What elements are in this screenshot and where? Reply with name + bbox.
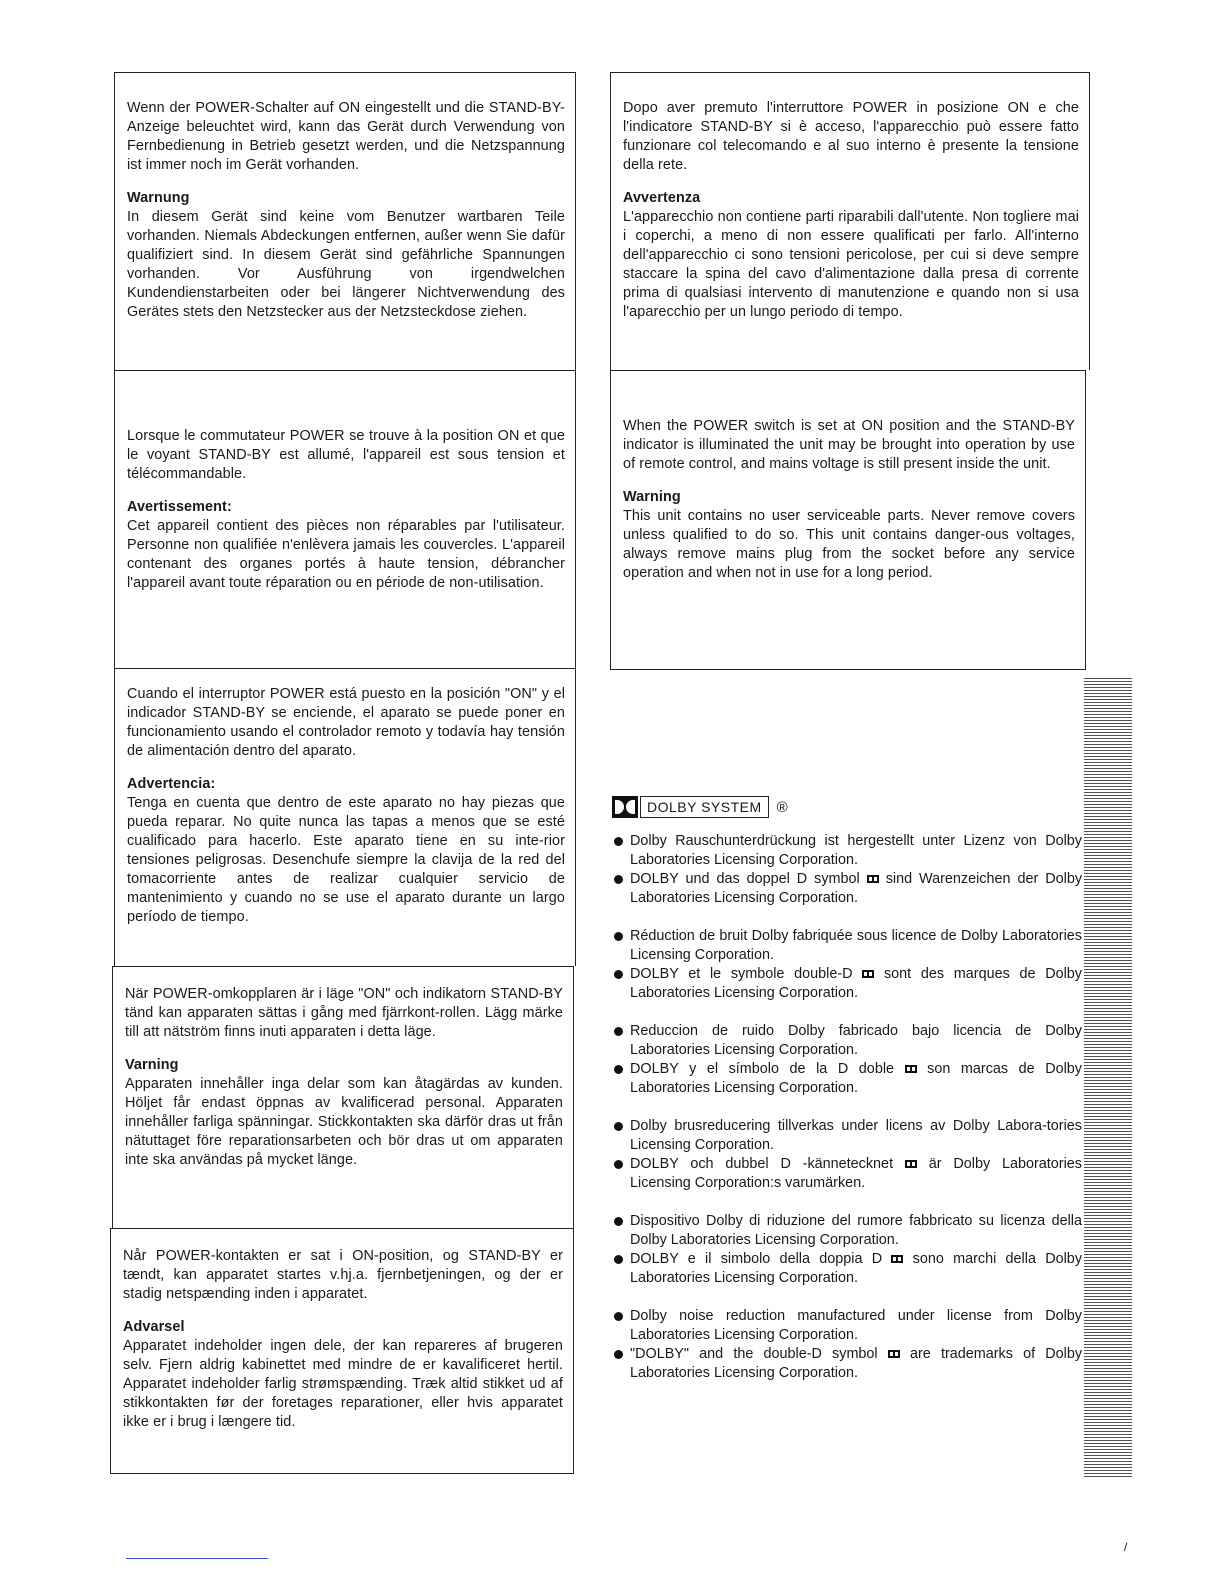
bullet-icon <box>614 932 623 941</box>
dolby-license-item: Dolby Rauschunterdrückung ist hergestellt unter Lizenz von Dolby Laboratories Licensing Corporation. <box>612 832 1082 870</box>
swedish-intro: När POWER-omkopplaren är i läge "ON" och indikatorn STAND-BY tänd kan apparaten sättas i gång med fjärrkont-rollen. Lägg märke till att nätström finns inuti apparaten i detta läge. <box>125 986 563 1040</box>
dolby-license-item: Reduccion de ruido Dolby fabricado bajo licencia de Dolby Laboratories Licensing Corporation. <box>612 1022 1082 1060</box>
bullet-icon <box>614 1027 623 1036</box>
dolby-trademark-item: DOLBY und das doppel D symbol sind Warenzeichen der Dolby Laboratories Licensing Corporation. <box>612 870 1082 908</box>
dolby-trademark-item: "DOLBY" and the double-D symbol are trademarks of Dolby Laboratories Licensing Corporation. <box>612 1345 1082 1383</box>
spanish-intro: Cuando el interruptor POWER está puesto en la posición "ON" y el indicador STAND-BY se enciende, el aparato se puede poner en funcionamiento usando el controlador remoto y todavía hay tensión de alimentación dentro del aparato. <box>127 686 565 759</box>
dolby-trademark-item: DOLBY y el símbolo de la D doble son marcas de Dolby Laboratories Licensing Corporation. <box>612 1060 1082 1098</box>
english-intro: When the POWER switch is set at ON position and the STAND-BY indicator is illuminated the unit may be brought into operation by use of remote control, and mains voltage is still present inside the unit. <box>623 418 1075 472</box>
spanish-notice <box>114 668 576 966</box>
dolby-group-swedish <box>612 1117 1082 1193</box>
dolby-group-french <box>612 927 1082 1003</box>
italian-heading: Avvertenza <box>623 190 701 206</box>
french-intro: Lorsque le commutateur POWER se trouve à la position ON et que le voyant STAND-BY est allumé, l'appareil est sous tension et télécommandable. <box>127 428 565 482</box>
danish-heading: Advarsel <box>123 1319 185 1335</box>
italian-intro: Dopo aver premuto l'interruttore POWER in posizione ON e che l'indicatore STAND-BY si è acceso, l'apparecchio può essere fatto funzionare col telecomando e al suo interno è presente la tensione della rete. <box>623 100 1079 173</box>
dolby-header <box>612 796 1082 818</box>
bullet-icon <box>614 1350 623 1359</box>
bullet-icon <box>614 1217 623 1226</box>
dolby-trademark-item: DOLBY et le symbole double-D sont des marques de Dolby Laboratories Licensing Corporation. <box>612 965 1082 1003</box>
bullet-icon <box>614 1065 623 1074</box>
dolby-double-d-icon <box>612 796 638 818</box>
scan-artifact-line <box>126 1558 268 1559</box>
dolby-trademark-item: DOLBY och dubbel D -kännetecknet är Dolby Laboratories Licensing Corporation:s varumärken. <box>612 1155 1082 1193</box>
double-d-symbol-icon <box>862 970 874 978</box>
dolby-license-item: Dispositivo Dolby di riduzione del rumore fabbricato su licenza della Dolby Laboratories Licensing Corporation. <box>612 1212 1082 1250</box>
danish-intro: Når POWER-kontakten er sat i ON-position, og STAND-BY er tændt, kan apparatet startes v.hj.a. fjernbetjeningen, og der er stadig netspænding inden i apparatet. <box>123 1248 563 1302</box>
dolby-group-english <box>612 1307 1082 1383</box>
dolby-trademark-item: DOLBY e il simbolo della doppia D sono marchi della Dolby Laboratories Licensing Corporation. <box>612 1250 1082 1288</box>
bullet-icon <box>614 1255 623 1264</box>
registered-mark: ® <box>776 798 788 816</box>
german-intro: Wenn der POWER-Schalter auf ON eingestellt und die STAND-BY-Anzeige beleuchtet wird, kann das Gerät durch Verwendung von Fernbedienung in Betrieb gesetzt werden, und die Netzspannung ist immer noch im Gerät vorhanden. <box>127 100 565 173</box>
swedish-notice <box>112 966 574 1228</box>
dolby-license-item: Réduction de bruit Dolby fabriquée sous licence de Dolby Laboratories Licensing Corporation. <box>612 927 1082 965</box>
french-notice <box>114 370 576 668</box>
italian-body: L'apparecchio non contiene parti riparabili dall'utente. Non togliere mai i coperchi, a meno di non essere qualificati per farlo. All'interno dell'apparecchio ci sono tensioni pericolose, per cui si deve sempre staccare la spina del cavo d'alimentazione dalla presa di corrente prima di qualsiasi intervento di manutenzione e quando non si usa l'aparecchio per un lungo periodo di tempo. <box>623 209 1079 320</box>
italian-notice <box>610 72 1090 370</box>
swedish-body: Apparaten innehåller inga delar som kan åtagärdas av kunden. Höljet får endast öppnas av kvalificerad personal. Apparaten innehåller farliga spänningar. Stickkontakten ska därför dras ut från nätuttaget före reparationsarbeten och bör dras ut om apparaten inte ska användas på mycket länge. <box>125 1076 563 1168</box>
dolby-group-italian <box>612 1212 1082 1288</box>
english-notice <box>610 370 1086 670</box>
scan-edge-stripes <box>1084 678 1132 1478</box>
german-notice <box>114 72 576 370</box>
swedish-heading: Varning <box>125 1057 179 1073</box>
dolby-trademark-section <box>612 796 1082 1402</box>
bullet-icon <box>614 875 623 884</box>
double-d-symbol-icon <box>891 1255 903 1263</box>
german-heading: Warnung <box>127 190 190 206</box>
bullet-icon <box>614 1160 623 1169</box>
french-heading: Avertissement: <box>127 499 232 515</box>
bullet-icon <box>614 1312 623 1321</box>
dolby-license-item: Dolby brusreducering tillverkas under licens av Dolby Labora-tories Licensing Corporation. <box>612 1117 1082 1155</box>
dolby-group-spanish <box>612 1022 1082 1098</box>
german-body: In diesem Gerät sind keine vom Benutzer wartbaren Teile vorhanden. Niemals Abdeckungen entfernen, außer wenn Sie dafür qualifiziert sind. In diesem Gerät sind gefährliche Spannungen vorhanden. Vor Ausführung von irgendwelchen Kundendienstarbeiten oder bei längerer Nichtverwendung des Gerätes stets den Netzstecker aus der Netzsteckdose ziehen. <box>127 209 565 320</box>
english-body: This unit contains no user serviceable parts. Never remove covers unless qualified to do so. This unit contains danger-ous voltages, always remove mains plug from the socket before any service operation and when not in use for a long period. <box>623 508 1075 581</box>
double-d-symbol-icon <box>867 875 879 883</box>
french-body: Cet appareil contient des pièces non réparables par l'utilisateur. Personne non qualifiée n'enlèvera jamais les couvercles. L'appareil contenant des organes portés à haute tension, débrancher l'appareil avant toute réparation ou en période de non-utilisation. <box>127 518 565 591</box>
danish-body: Apparatet indeholder ingen dele, der kan repareres af brugeren selv. Fjern aldrig kabinettet med mindre de er kavalificeret hertil. Apparatet indeholder farlig strømspænding. Træk altid stikket ud af stikkontakten før der foretages reparationer, eller hvis apparatet ikke er i brug i længere tid. <box>123 1338 563 1430</box>
danish-notice <box>110 1228 574 1474</box>
bullet-icon <box>614 970 623 979</box>
dolby-license-item: Dolby noise reduction manufactured under license from Dolby Laboratories Licensing Corporation. <box>612 1307 1082 1345</box>
spanish-heading: Advertencia: <box>127 776 216 792</box>
double-d-symbol-icon <box>905 1160 917 1168</box>
english-heading: Warning <box>623 489 681 505</box>
bullet-icon <box>614 1122 623 1131</box>
spanish-body: Tenga en cuenta que dentro de este aparato no hay piezas que pueda reparar. No quite nunca las tapas a menos que se esté cualificado para hacerlo. Este aparato tiene en su inte-rior tensiones peligrosas. Desenchufe siempre la clavija de la red del tomacorriente antes de realizar cualquier servicio de mantenimiento y cuando no se use el aparato durante un largo período de tiempo. <box>127 795 565 925</box>
dolby-group-german <box>612 832 1082 908</box>
dolby-system-label: DOLBY SYSTEM <box>640 796 769 818</box>
page-mark: / <box>1124 1540 1128 1554</box>
bullet-icon <box>614 837 623 846</box>
double-d-symbol-icon <box>888 1350 900 1358</box>
double-d-symbol-icon <box>905 1065 917 1073</box>
